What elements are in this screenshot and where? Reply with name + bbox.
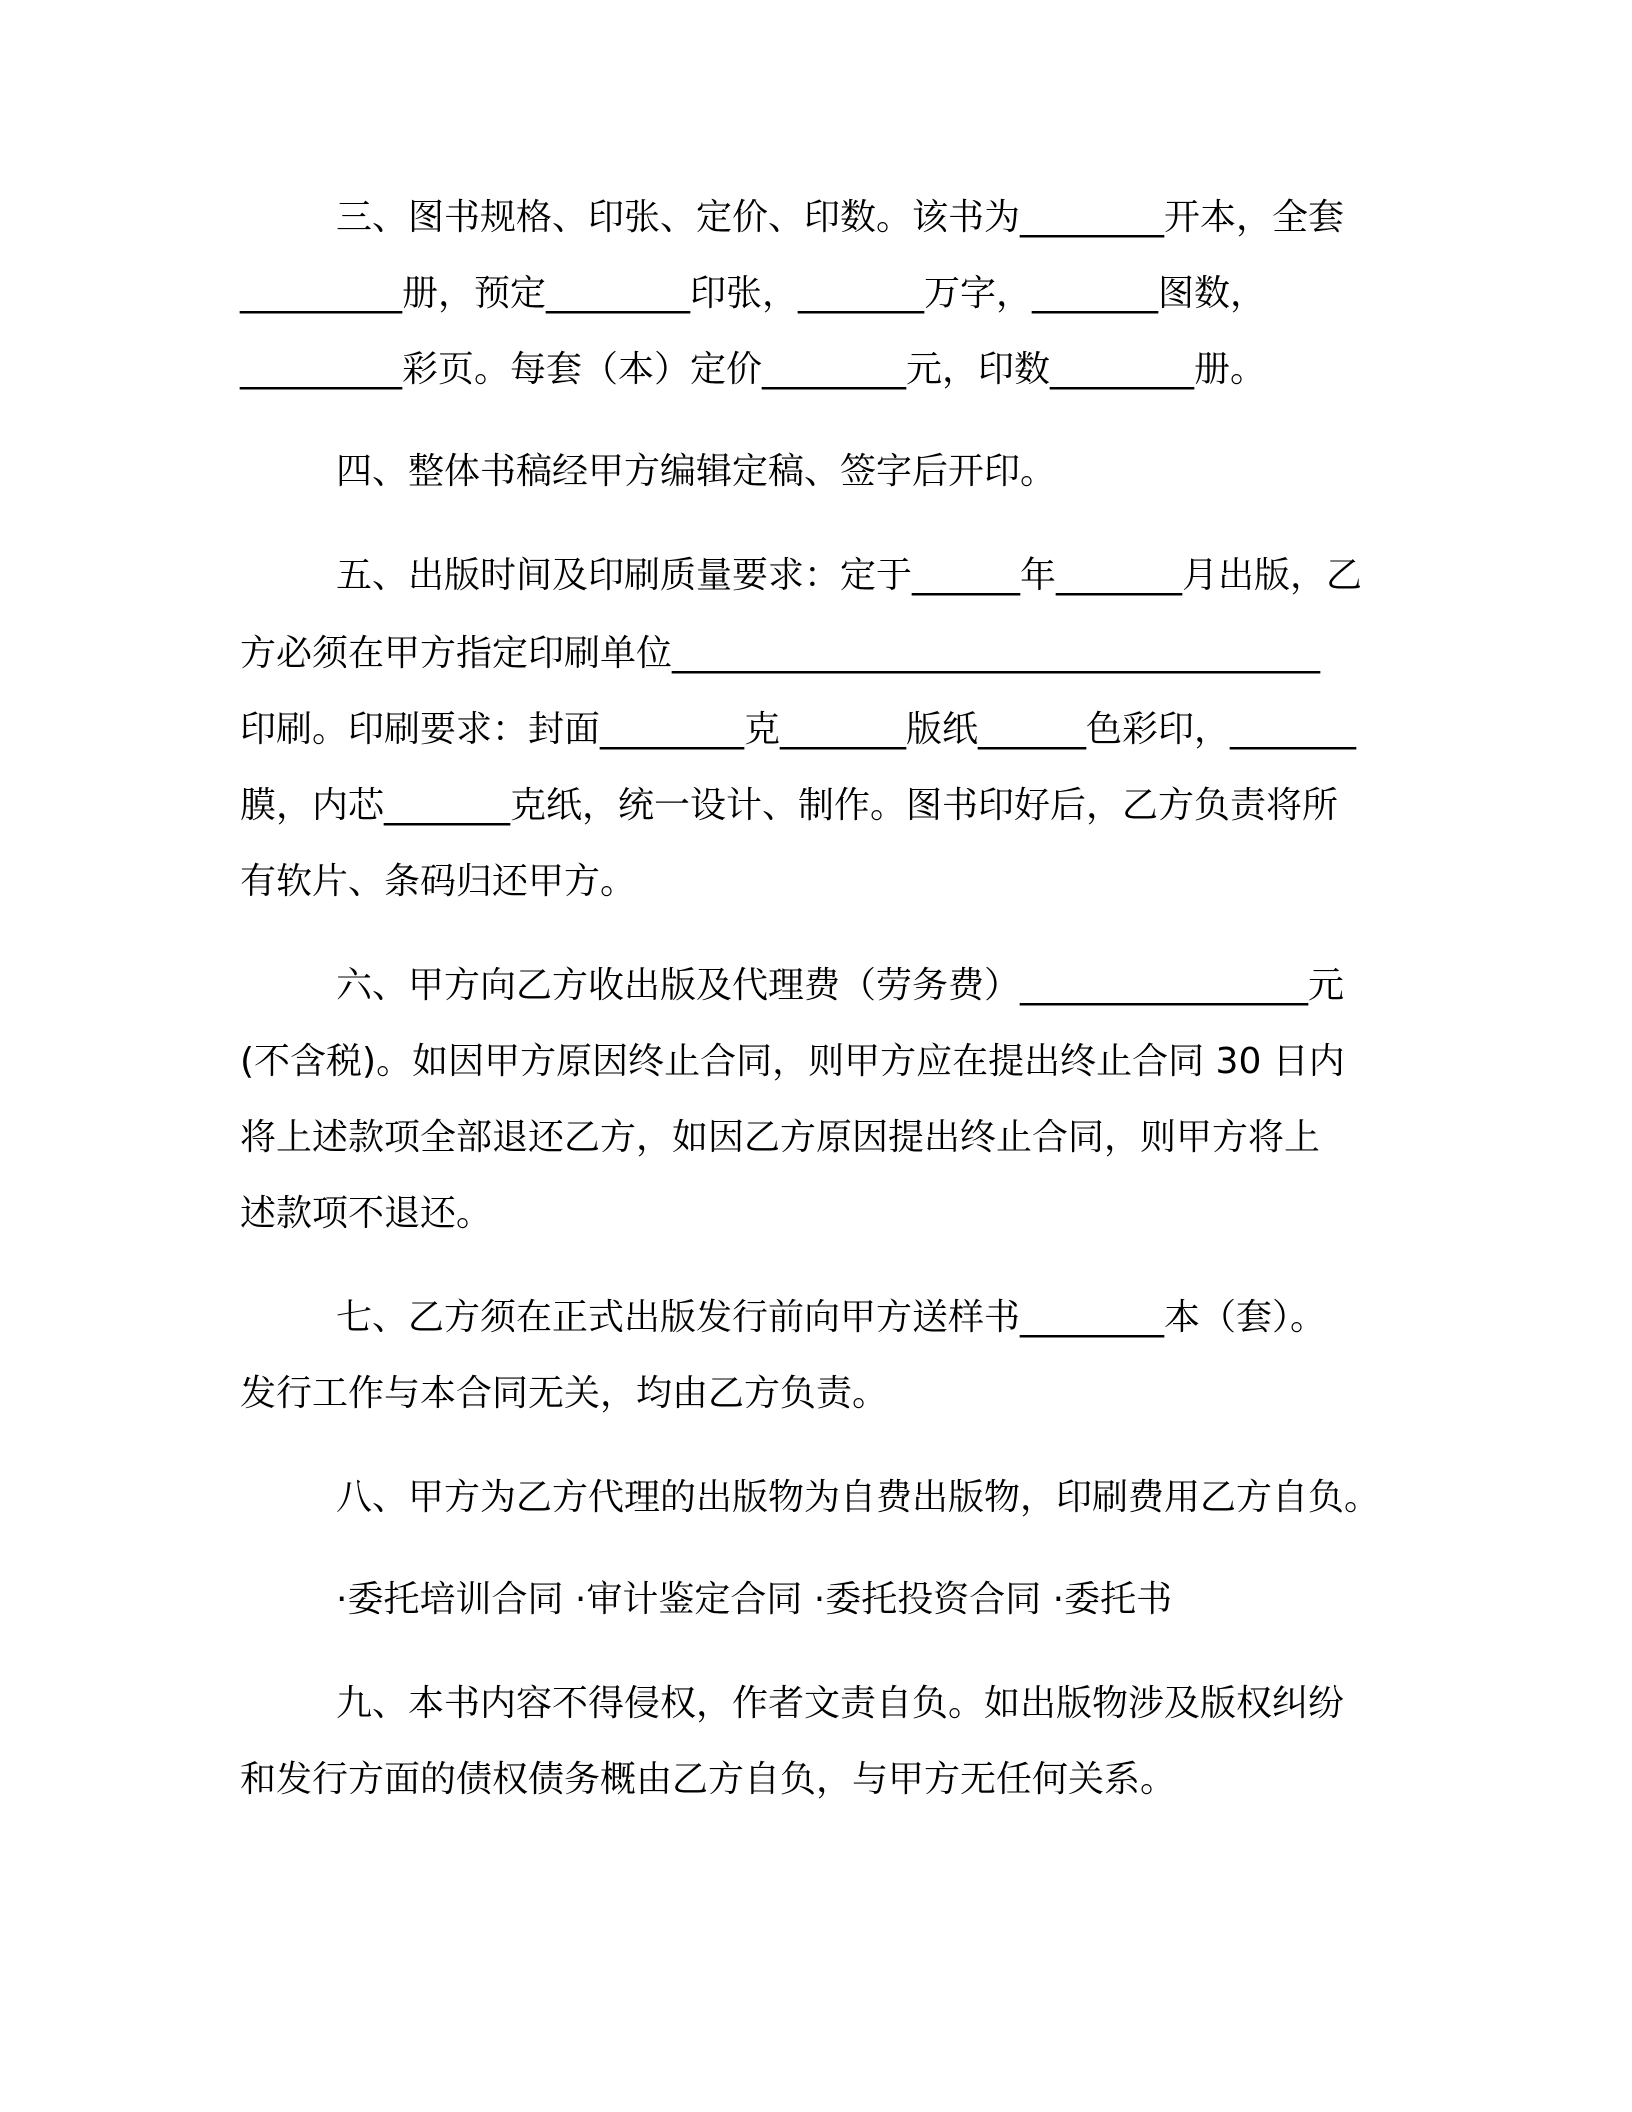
clause-3-line-2: _________册，预定________印张，_______万字，_______图数， bbox=[240, 273, 1267, 314]
clause-6-line-4: 述款项不退还。 bbox=[240, 1193, 493, 1234]
clause-7-line-1: 七、乙方须在正式出版发行前向甲方送样书________本（套）。 bbox=[336, 1297, 1327, 1338]
clause-8-line-1: 八、甲方为乙方代理的出版物为自费出版物，印刷费用乙方自负。 bbox=[336, 1477, 1381, 1518]
clause-4-line-1: 四、整体书稿经甲方编辑定稿、签字后开印。 bbox=[336, 451, 1057, 492]
related-contracts-links: ·委托培训合同 ·审计鉴定合同 ·委托投资合同 ·委托书 bbox=[336, 1579, 1173, 1620]
clause-5-line-2: 方必须在甲方指定印刷单位____________________________________ bbox=[240, 633, 1321, 674]
clause-5-line-1: 五、出版时间及印刷质量要求：定于______年_______月出版，乙 bbox=[336, 555, 1363, 596]
clause-3-line-3: _________彩页。每套（本）定价________元，印数________册。 bbox=[240, 349, 1267, 390]
clause-6-line-2: (不含税)。如因甲方原因终止合同，则甲方应在提出终止合同 30 日内 bbox=[240, 1041, 1345, 1082]
clause-5-line-5: 有软片、条码归还甲方。 bbox=[240, 861, 637, 902]
clause-5-line-4: 膜，内芯_______克纸，统一设计、制作。图书印好后，乙方负责将所 bbox=[240, 785, 1339, 826]
clause-5-line-3: 印刷。印刷要求：封面________克_______版纸______色彩印，_______ bbox=[240, 709, 1357, 750]
clause-6-line-1: 六、甲方向乙方收出版及代理费（劳务费）________________元 bbox=[336, 965, 1345, 1006]
clause-3-line-1: 三、图书规格、印张、定价、印数。该书为________开本，全套 bbox=[336, 197, 1345, 238]
clause-9-line-1: 九、本书内容不得侵权，作者文责自负。如出版物涉及版权纠纷 bbox=[336, 1683, 1345, 1724]
clause-7-line-2: 发行工作与本合同无关，均由乙方负责。 bbox=[240, 1373, 889, 1414]
clause-9-line-2: 和发行方面的债权债务概由乙方自负，与甲方无任何关系。 bbox=[240, 1759, 1177, 1800]
clause-6-line-3: 将上述款项全部退还乙方，如因乙方原因提出终止合同，则甲方将上 bbox=[240, 1117, 1321, 1158]
